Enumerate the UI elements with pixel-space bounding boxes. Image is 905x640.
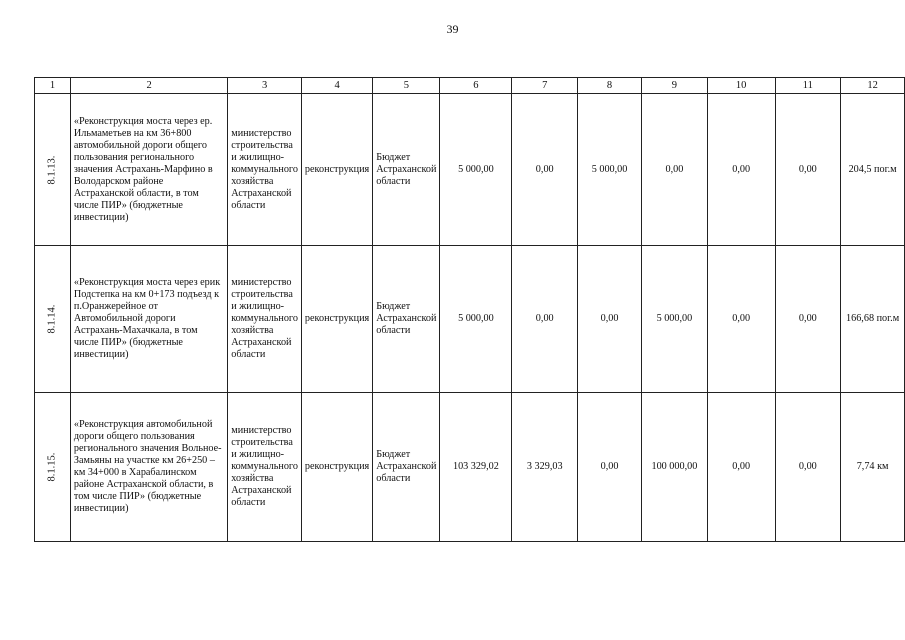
amount-cell: 0,00	[578, 246, 642, 393]
responsible-org: министерство строительства и жилищно-коммунального хозяйства Астраханской области	[231, 277, 298, 360]
funding-source-cell: Бюджет Астраханской области	[373, 393, 440, 542]
responsible-org: министерство строительства и жилищно-коммунального хозяйства Астраханской области	[231, 425, 298, 508]
row-number-cell	[35, 393, 71, 542]
page-number: 39	[446, 22, 459, 36]
table-row	[35, 94, 905, 246]
amount-cell: 5 000,00	[641, 246, 707, 393]
row-number: 8.1.13.	[46, 155, 58, 184]
row-number: 8.1.15.	[46, 452, 58, 482]
project-name-cell: «Реконструкция моста через ер. Ильмаметьев на км 36+800 автомобильной дороги общего пользования регионального значения Астрахань-Марфино в Володарском районе Астраханской области, в том числе ПИР» (бюджетные инвестиции)	[70, 94, 227, 246]
amount-cell: 103 329,02	[440, 393, 512, 542]
responsible-org-cell	[228, 393, 302, 542]
header-cell: 2	[70, 78, 227, 94]
row-number-cell	[35, 246, 71, 393]
length-cell: 204,5 пог.м	[841, 94, 905, 246]
header-cell: 3	[228, 78, 302, 94]
header-cell: 9	[641, 78, 707, 94]
responsible-org-cell	[228, 94, 302, 246]
amount-cell: 5 000,00	[578, 94, 642, 246]
row-number-cell	[35, 94, 71, 246]
funding-source-cell: Бюджет Астраханской области	[373, 246, 440, 393]
amount-cell: 0,00	[578, 393, 642, 542]
amount-cell: 0,00	[707, 393, 775, 542]
header-cell: 11	[775, 78, 841, 94]
responsible-org-cell	[228, 246, 302, 393]
header-cell: 10	[707, 78, 775, 94]
amount-cell: 5 000,00	[440, 94, 512, 246]
work-type-cell: реконструкция	[301, 94, 372, 246]
table-header-row	[35, 78, 905, 94]
amount-cell: 100 000,00	[641, 393, 707, 542]
header-cell: 5	[373, 78, 440, 94]
amount-cell: 0,00	[775, 246, 841, 393]
work-type-cell: реконструкция	[301, 246, 372, 393]
amount-cell: 0,00	[641, 94, 707, 246]
header-cell: 8	[578, 78, 642, 94]
header-cell: 7	[512, 78, 578, 94]
amount-cell: 0,00	[707, 246, 775, 393]
funding-source-cell: Бюджет Астраханской области	[373, 94, 440, 246]
amount-cell: 0,00	[775, 94, 841, 246]
length-cell: 7,74 км	[841, 393, 905, 542]
amount-cell: 0,00	[512, 94, 578, 246]
project-name-cell: «Реконструкция моста через ерик Подстепка на км 0+173 подъезд к п.Оранжерейное от Автомобильной дороги Астрахань-Махачкала, в том числе ПИР» (бюджетные инвестиции)	[70, 246, 227, 393]
table-row	[35, 246, 905, 393]
row-number: 8.1.14.	[46, 304, 58, 334]
header-cell: 12	[841, 78, 905, 94]
responsible-org: министерство строительства и жилищно-коммунального хозяйства Астраханской области	[231, 127, 298, 211]
amount-cell: 0,00	[707, 94, 775, 246]
amount-cell: 5 000,00	[440, 246, 512, 393]
investment-table	[34, 77, 905, 542]
header-cell: 6	[440, 78, 512, 94]
amount-cell: 0,00	[512, 246, 578, 393]
length-cell: 166,68 пог.м	[841, 246, 905, 393]
amount-cell: 3 329,03	[512, 393, 578, 542]
project-name-cell: «Реконструкция автомобильной дороги общего пользования регионального значения Вольное-Замьяны на участке км 26+250 – км 34+000 в Харабалинском районе Астраханской области, в том числе ПИР» (бюджетные инвестиции)	[70, 393, 227, 542]
table-row	[35, 393, 905, 542]
header-cell: 4	[301, 78, 372, 94]
work-type-cell: реконструкция	[301, 393, 372, 542]
amount-cell: 0,00	[775, 393, 841, 542]
header-cell: 1	[35, 78, 71, 94]
